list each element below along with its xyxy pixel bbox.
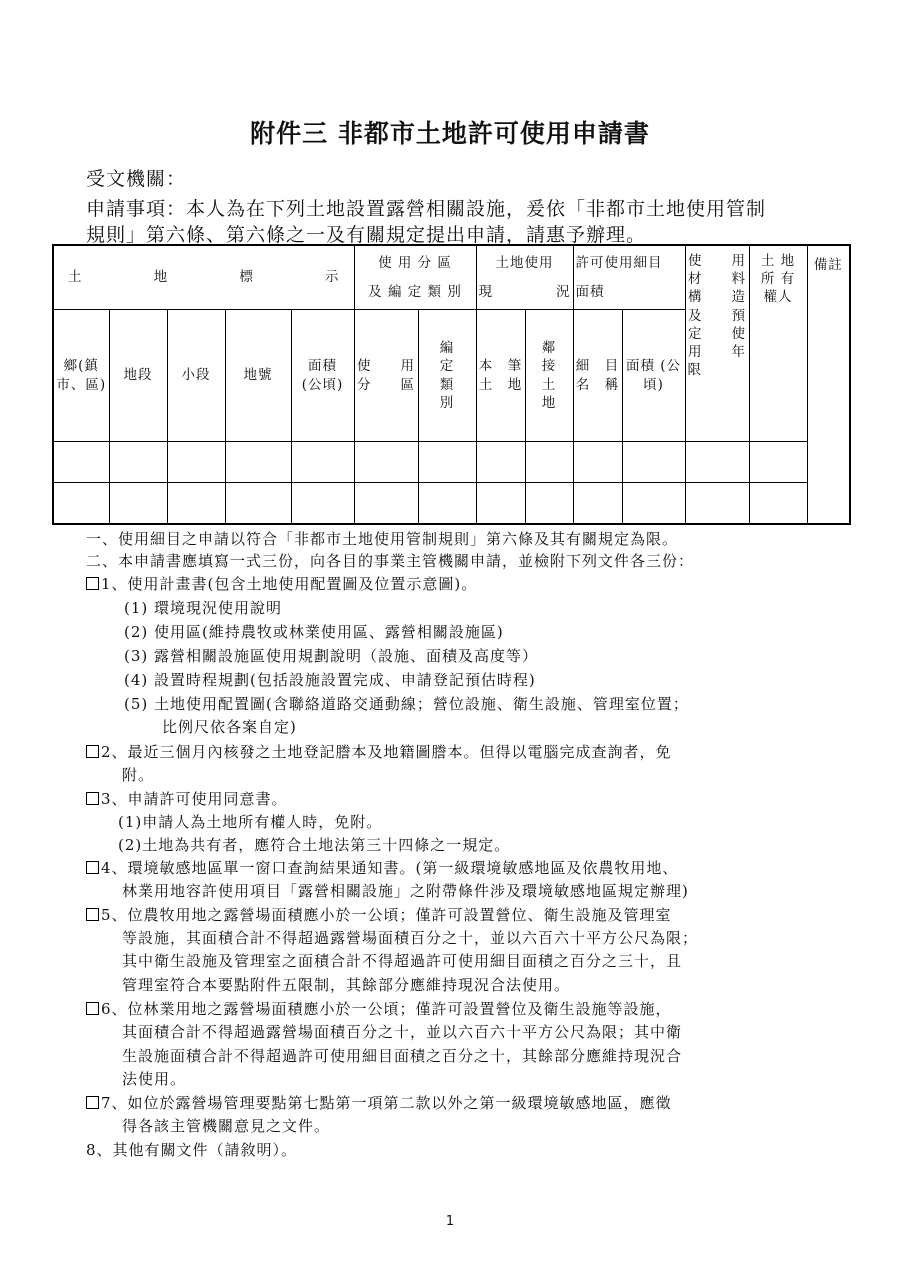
checkbox[interactable] xyxy=(86,861,99,874)
table-cell[interactable] xyxy=(418,483,476,525)
sub-item: (2) 使用區(維持農牧或林業使用區、露營相關設施區) xyxy=(124,623,504,641)
table-cell[interactable] xyxy=(622,483,685,525)
checkbox[interactable] xyxy=(86,1096,99,1109)
table-cell[interactable] xyxy=(354,442,418,483)
checklist-continued: 其中衛生設施及管理室之面積合計不得超過許可使用細目面積之百分之三十，且 xyxy=(122,952,683,970)
land-status-header: 土地使用 現 況 xyxy=(476,245,573,310)
subsection-header: 小段 xyxy=(167,310,225,442)
section-header: 地段 xyxy=(109,310,167,442)
sub-item: (1)申請人為土地所有權人時，免附。 xyxy=(118,813,383,831)
sub-item: (1) 環境現況使用說明 xyxy=(124,599,283,617)
note-2: 二、本申請書應填寫一式三份，向各目的事業主管機關申請，並檢附下列文件各三份： xyxy=(86,552,695,570)
landowner-header: 土 地 所 有 權人 xyxy=(749,245,807,442)
item-name-header: 細 目 名 稱 xyxy=(573,310,622,442)
remarks-header: 備註 xyxy=(807,245,850,524)
checkbox[interactable] xyxy=(86,745,99,758)
table-cell[interactable] xyxy=(525,442,573,483)
checklist-text: 4、環境敏感地區單一窗口查詢結果通知書。(第一級環境敏感地區及依農牧用地、 xyxy=(101,859,679,877)
table-row xyxy=(53,483,850,525)
checklist-text: 7、如位於露營場管理要點第七點第一項第二款以外之第一級環境敏感地區，應徵 xyxy=(101,1094,672,1112)
document-title: 附件三 非都市土地許可使用申請書 xyxy=(250,119,650,148)
note-1: 一、使用細目之申請以符合「非都市土地使用管制規則」第六條及其有關規定為限。 xyxy=(86,530,679,548)
sub-item: (3) 露營相關設施區使用規劃說明（設施、面積及高度等） xyxy=(124,647,539,665)
application-line-2: 規則」第六條、第六條之一及有關規定提出申請，請惠予辦理。 xyxy=(86,224,647,246)
checklist-text: 5、位農牧用地之露營場面積應小於一公頃；僅許可設置營位、衛生設施及管理室 xyxy=(101,906,672,924)
checklist-item-1 xyxy=(86,573,477,594)
checklist-continued: 生設施面積合計不得超過許可使用細目面積之百分之十，其餘部分應維持現況合 xyxy=(122,1047,683,1065)
checklist-continued: 林業用地容許使用項目「露營相關設施」之附帶條件涉及環境敏感地區規定辦理) xyxy=(122,882,689,900)
checklist-continued: 管理室符合本要點附件五限制，其餘部分應維持現況合法使用。 xyxy=(122,976,571,994)
table-cell[interactable] xyxy=(418,442,476,483)
checklist-item-3 xyxy=(86,788,288,809)
table-cell[interactable] xyxy=(53,483,109,525)
table-cell[interactable] xyxy=(225,442,291,483)
table-cell[interactable] xyxy=(622,442,685,483)
zone-class-header: 使 用 分 區 及 編 定 類 別 xyxy=(354,245,476,310)
checklist-item-6 xyxy=(86,998,672,1019)
checklist-item-5 xyxy=(86,904,672,925)
classification-header: 編 定 類 別 xyxy=(418,310,476,442)
checkbox[interactable] xyxy=(86,792,99,805)
table-cell[interactable] xyxy=(53,442,109,483)
checkbox[interactable] xyxy=(86,1002,99,1015)
table-cell[interactable] xyxy=(109,442,167,483)
checklist-continued: 得各該主管機關意見之文件。 xyxy=(122,1117,331,1135)
permit-area-header: 許可使用細目 面積 xyxy=(573,245,685,310)
material-structure-header: 使 用 材 料 構 造 及 預 定 使 用 年 限 xyxy=(685,245,749,442)
table-cell[interactable] xyxy=(167,442,225,483)
sub-item: (2)土地為共有者，應符合土地法第三十四條之一規定。 xyxy=(118,836,511,854)
own-lot-header: 本 筆 土 地 xyxy=(476,310,525,442)
sub-item-continued: 比例尺依各案自定) xyxy=(162,718,297,736)
table-cell[interactable] xyxy=(291,483,354,525)
table-cell[interactable] xyxy=(167,483,225,525)
checklist-item-7 xyxy=(86,1092,672,1113)
table-cell[interactable] xyxy=(109,483,167,525)
lot-number-header: 地號 xyxy=(225,310,291,442)
table-cell[interactable] xyxy=(749,442,807,483)
application-line-1: 申請事項：本人為在下列土地設置露營相關設施，爰依「非都市土地使用管制 xyxy=(86,198,767,220)
table-cell[interactable] xyxy=(749,483,807,525)
checklist-item-4 xyxy=(86,857,678,878)
checklist-text: 2、最近三個月內核發之土地登記謄本及地籍圖謄本。但得以電腦完成查詢者，免 xyxy=(101,743,672,761)
land-label-header: 土 地 標 示 xyxy=(53,245,354,310)
area-header: 面積 (公頃) xyxy=(291,310,354,442)
checklist-continued: 附。 xyxy=(122,766,155,784)
checklist-text: 1、使用計畫書(包含土地使用配置圖及位置示意圖)。 xyxy=(101,575,478,593)
checklist-continued: 其面積合計不得超過露營場面積百分之十，並以六百六十平方公尺為限；其中衛 xyxy=(122,1023,683,1041)
table-cell[interactable] xyxy=(685,442,749,483)
checklist-continued: 法使用。 xyxy=(122,1070,187,1088)
sub-item: (5) 土地使用配置圖(含聯絡道路交通動線；營位設施、衛生設施、管理室位置； xyxy=(124,695,689,713)
table-cell[interactable] xyxy=(573,442,622,483)
checkbox[interactable] xyxy=(86,577,99,590)
item-area-header: 面積 (公 頃) xyxy=(622,310,685,442)
use-zone-header: 使 用 分 區 xyxy=(354,310,418,442)
sub-item: (4) 設置時程規劃(包括設施設置完成、申請登記預估時程) xyxy=(124,671,536,689)
table-cell[interactable] xyxy=(573,483,622,525)
recipient-label: 受文機關： xyxy=(86,168,187,190)
checklist-item-2 xyxy=(86,741,672,762)
checklist-continued: 等設施，其面積合計不得超過露營場面積百分之十，並以六百六十平方公尺為限； xyxy=(122,929,699,947)
table-cell[interactable] xyxy=(354,483,418,525)
page-number: 1 xyxy=(445,1214,455,1229)
checklist-text: 6、位林業用地之露營場面積應小於一公頃；僅許可設置營位及衛生設施等設施， xyxy=(101,1000,672,1018)
table-cell[interactable] xyxy=(525,483,573,525)
table-cell[interactable] xyxy=(291,442,354,483)
table-cell[interactable] xyxy=(476,483,525,525)
table-cell[interactable] xyxy=(476,442,525,483)
checklist-item-8: 8、其他有關文件（請敘明）。 xyxy=(86,1141,298,1159)
land-info-table xyxy=(52,244,851,525)
township-header: 鄉(鎮 市、區) xyxy=(53,310,109,442)
table-cell[interactable] xyxy=(225,483,291,525)
checkbox[interactable] xyxy=(86,908,99,921)
adjacent-lot-header: 鄰 接 土 地 xyxy=(525,310,573,442)
table-cell[interactable] xyxy=(685,483,749,525)
checklist-text: 3、申請許可使用同意書。 xyxy=(101,790,288,808)
table-row xyxy=(53,442,850,483)
